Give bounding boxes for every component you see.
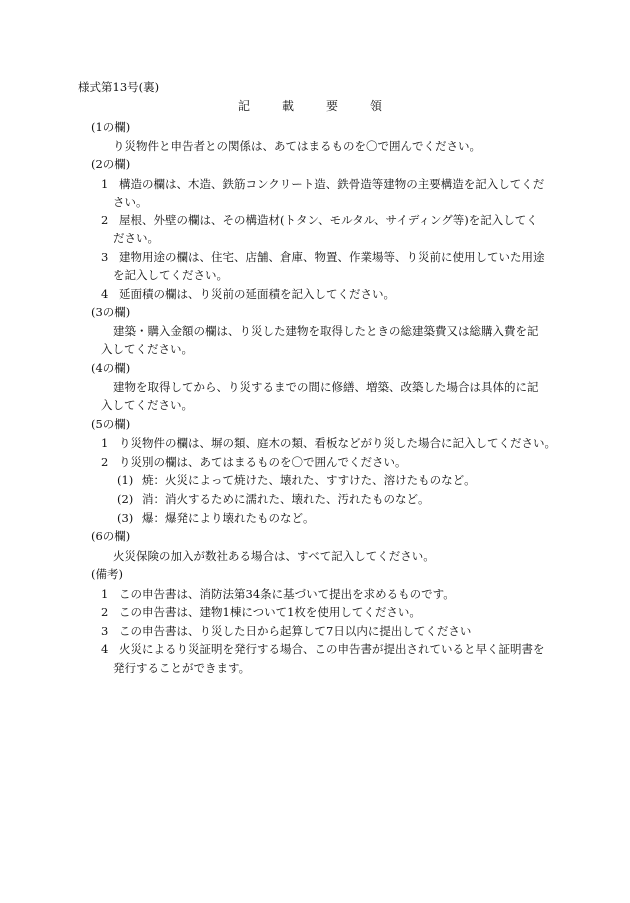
note-2-number: 2: [101, 605, 109, 619]
section-6-line-1: 火災保険の加入が数社ある場合は、すべて記入してください。: [113, 549, 435, 563]
section-2-item-4-number: 4: [101, 287, 109, 301]
section-5-heading: (5の欄): [91, 417, 131, 431]
section-3-line-2: 入してください。: [101, 342, 193, 356]
note-4-number: 4: [101, 642, 109, 656]
section-2-item-3-number: 3: [101, 250, 109, 264]
section-2-heading: (2の欄): [91, 157, 131, 171]
document-title: 記 載 要 領: [237, 99, 392, 113]
form-number: 様式第13号(裏): [78, 80, 160, 94]
note-4-line-1: 火災によるり災証明を発行する場合、この申告書が提出されていると早く証明書を: [119, 642, 545, 656]
section-2-item-4-line-1: 延面積の欄は、り災前の延面積を記入してください。: [119, 287, 395, 301]
section-2-item-2-line-1: 屋根、外壁の欄は、その構造材(トタン、モルタル、サイディング等)を記入してく: [119, 213, 538, 227]
section-2-item-3-line-2: を記入してください。: [113, 268, 228, 282]
section-1-text: り災物件と申告者との関係は、あてはまるものを〇で囲んでください。: [113, 139, 481, 153]
section-2-item-1-line-2: さい。: [113, 195, 148, 209]
section-5-item-1-line-1: り災物件の欄は、塀の類、庭木の類、看板などがり災した場合に記入してください。: [119, 436, 556, 450]
section-3-line-1: 建築・購入金額の欄は、り災した建物を取得したときの総建築費又は総購入費を記: [113, 324, 539, 338]
section-1-heading: (1の欄): [91, 120, 131, 134]
section-5-subitem-1-number: (1): [117, 473, 134, 487]
note-4-line-2: 発行することができます。: [113, 661, 251, 675]
section-5-item-1-number: 1: [101, 436, 109, 450]
section-4-heading: (4の欄): [91, 361, 131, 375]
note-3-line-1: この申告書は、り災した日から起算して7日以内に提出してください: [119, 624, 472, 638]
note-3-number: 3: [101, 624, 109, 638]
section-2-item-1-line-1: 構造の欄は、木造、鉄筋コンクリート造、鉄骨造等建物の主要構造を記入してくだ: [119, 177, 545, 191]
section-5-subitem-3-number: (3): [117, 511, 134, 525]
notes-heading: (備考): [91, 567, 123, 581]
section-5-item-2-line-1: り災別の欄は、あてはまるものを〇で囲んでください。: [119, 455, 407, 469]
note-1-line-1: この申告書は、消防法第34条に基づいて提出を求めるものです。: [119, 587, 455, 601]
section-5-subitem-1-text: 焼：火災によって焼けた、壊れた、すすけた、溶けたものなど。: [142, 473, 476, 487]
section-3-heading: (3の欄): [91, 305, 131, 319]
section-4-line-1: 建物を取得してから、り災するまでの間に修繕、増築、改築した場合は具体的に記: [113, 380, 539, 394]
section-2-item-1-number: 1: [101, 177, 109, 191]
section-5-item-2-number: 2: [101, 455, 109, 469]
section-4-line-2: 入してください。: [101, 398, 193, 412]
section-5-subitem-2-number: (2): [117, 492, 134, 506]
section-2-item-3-line-1: 建物用途の欄は、住宅、店舗、倉庫、物置、作業場等、り災前に使用していた用途: [119, 250, 545, 264]
note-1-number: 1: [101, 587, 109, 601]
section-5-subitem-2-text: 消：消火するために濡れた、壊れた、汚れたものなど。: [142, 492, 430, 506]
note-2-line-1: この申告書は、建物1棟について1枚を使用してください。: [119, 605, 421, 619]
section-5-subitem-3-text: 爆：爆発により壊れたものなど。: [142, 511, 315, 525]
section-2-item-2-line-2: ださい。: [113, 231, 159, 245]
section-2-item-2-number: 2: [101, 213, 109, 227]
section-6-heading: (6の欄): [91, 529, 131, 543]
